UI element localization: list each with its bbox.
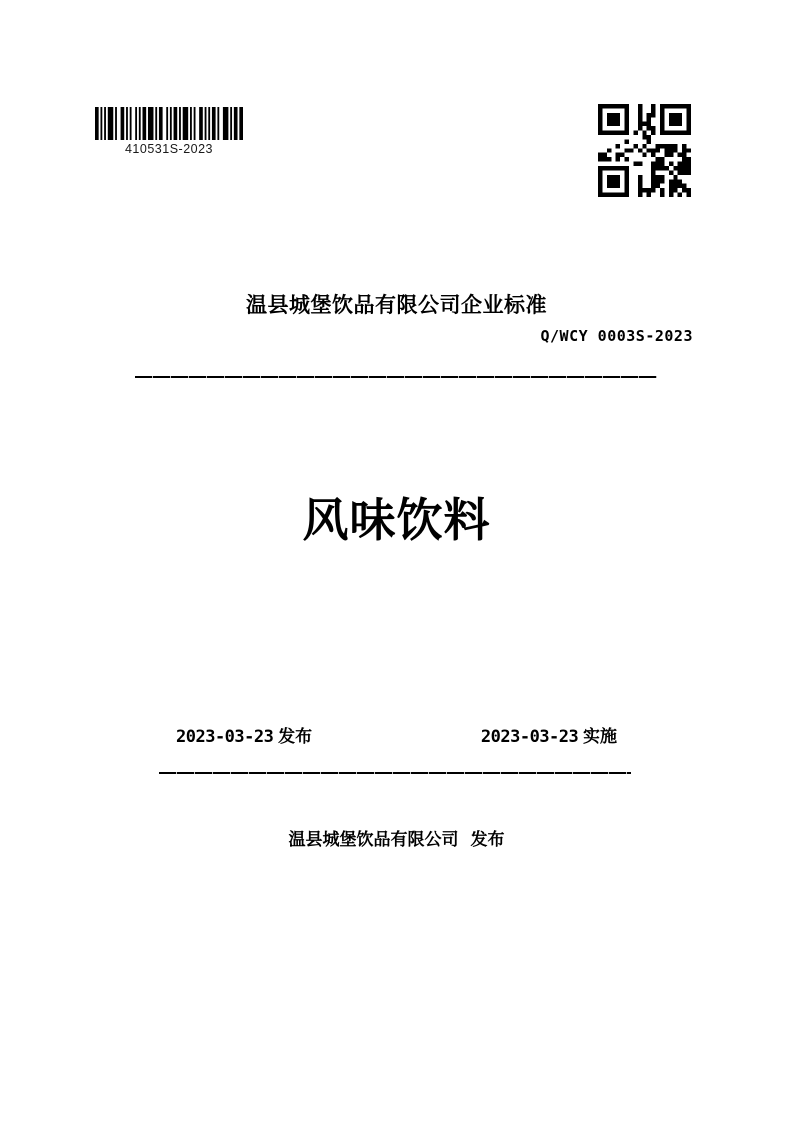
barcode	[95, 107, 243, 156]
divider-bottom	[159, 772, 631, 774]
date-row	[176, 722, 617, 747]
standard-number: Q/WCY 0003S-2023	[540, 327, 693, 345]
publish-date-value: 2023-03-23	[176, 727, 274, 747]
barcode-label: 410531S-2023	[124, 142, 214, 156]
implement-date	[481, 722, 617, 747]
footer-publisher	[0, 825, 793, 850]
footer-company: 温县城堡饮品有限公司	[288, 830, 459, 849]
org-standard-title: 温县城堡饮品有限公司企业标准	[246, 294, 547, 317]
barcode-image	[95, 107, 243, 140]
qr-code-icon	[598, 104, 691, 197]
implement-date-label: 实施	[583, 727, 617, 746]
footer-action-label: 发布	[470, 830, 505, 849]
publish-date	[176, 722, 312, 747]
divider-top	[135, 376, 657, 378]
implement-date-value: 2023-03-23	[480, 727, 579, 747]
document-title: 风味饮料	[302, 494, 491, 546]
publish-date-label: 发布	[278, 727, 313, 746]
